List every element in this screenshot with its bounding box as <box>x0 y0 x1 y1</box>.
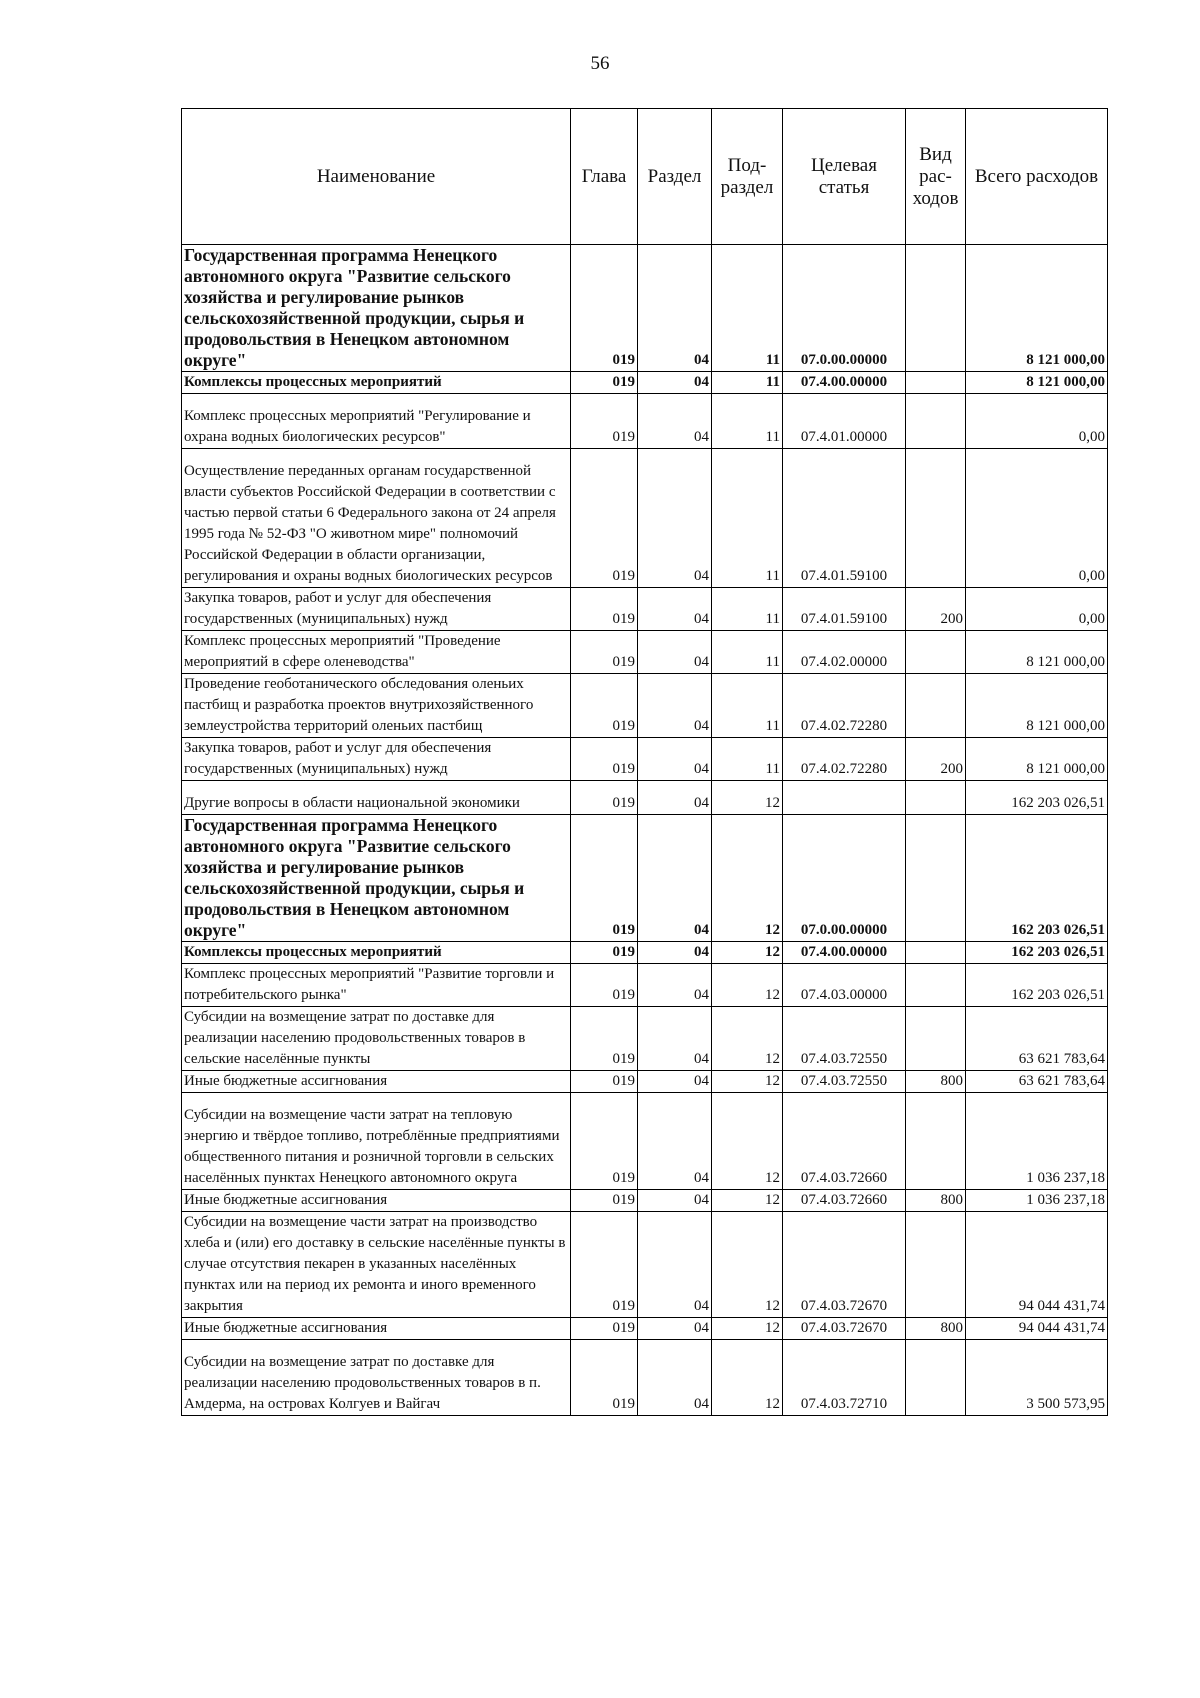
row-celevaya: 07.4.03.72710 <box>783 1340 906 1416</box>
row-name: Комплекс процессных мероприятий "Развитие торговли и потребительского рынка" <box>182 964 571 1007</box>
row-celevaya: 07.4.01.00000 <box>783 394 906 449</box>
row-name: Осуществление переданных органам государственной власти субъектов Российской Федерации в соответствии с частью первой статьи 6 Федерального закона от 24 апреля 1995 года № 52-ФЗ "О животном мире" полномочий Российской Федерации в области организации, регулирования и охраны водных биологических ресурсов <box>182 449 571 588</box>
row-name: Другие вопросы в области национальной экономики <box>182 781 571 815</box>
row-glava: 019 <box>571 781 638 815</box>
table-row <box>182 631 1108 674</box>
row-celevaya: 07.4.03.72550 <box>783 1007 906 1071</box>
row-name: Государственная программа Ненецкого автономного округа "Развитие сельского хозяйства и регулирование рынков сельскохозяйственной продукции, сырья и продовольствия в Ненецком автономном округе" <box>182 245 571 372</box>
row-total: 162 203 026,51 <box>966 815 1108 942</box>
table-row <box>182 394 1108 449</box>
row-name: Субсидии на возмещение затрат по доставке для реализации населению продовольственных товаров в сельские населённые пункты <box>182 1007 571 1071</box>
row-razdel: 04 <box>638 394 712 449</box>
row-podrazdel: 11 <box>712 372 783 394</box>
row-glava: 019 <box>571 631 638 674</box>
row-total: 162 203 026,51 <box>966 964 1108 1007</box>
header-name: Наименование <box>182 109 571 245</box>
header-podrazdel: Под-раздел <box>712 109 783 245</box>
row-glava: 019 <box>571 942 638 964</box>
row-razdel: 04 <box>638 449 712 588</box>
row-vid <box>906 942 966 964</box>
row-podrazdel: 11 <box>712 738 783 781</box>
table-row <box>182 738 1108 781</box>
table-row <box>182 1318 1108 1340</box>
row-celevaya: 07.4.01.59100 <box>783 449 906 588</box>
row-name: Иные бюджетные ассигнования <box>182 1071 571 1093</box>
row-total: 63 621 783,64 <box>966 1071 1108 1093</box>
row-glava: 019 <box>571 588 638 631</box>
row-celevaya: 07.4.03.72550 <box>783 1071 906 1093</box>
header-total: Всего расходов <box>966 109 1108 245</box>
row-podrazdel: 12 <box>712 1093 783 1190</box>
header-glava: Глава <box>571 109 638 245</box>
table-row <box>182 1007 1108 1071</box>
row-razdel: 04 <box>638 964 712 1007</box>
row-name: Комплексы процессных мероприятий <box>182 372 571 394</box>
table-row <box>182 815 1108 942</box>
row-razdel: 04 <box>638 1340 712 1416</box>
row-razdel: 04 <box>638 1007 712 1071</box>
table-row <box>182 781 1108 815</box>
row-celevaya: 07.4.03.72660 <box>783 1190 906 1212</box>
row-podrazdel: 12 <box>712 942 783 964</box>
row-podrazdel: 11 <box>712 674 783 738</box>
row-celevaya: 07.4.03.72660 <box>783 1093 906 1190</box>
row-total: 162 203 026,51 <box>966 942 1108 964</box>
row-vid: 200 <box>906 738 966 781</box>
row-celevaya: 07.0.00.00000 <box>783 815 906 942</box>
row-podrazdel: 12 <box>712 1007 783 1071</box>
row-razdel: 04 <box>638 815 712 942</box>
table-row <box>182 674 1108 738</box>
row-vid <box>906 964 966 1007</box>
row-total: 94 044 431,74 <box>966 1212 1108 1318</box>
row-celevaya <box>783 781 906 815</box>
table-row <box>182 1340 1108 1416</box>
row-razdel: 04 <box>638 372 712 394</box>
row-celevaya: 07.4.02.72280 <box>783 738 906 781</box>
row-name: Субсидии на возмещение части затрат на производство хлеба и (или) его доставку в сельские населённые пункты в случае отсутствия пекарен в указанных населённых пунктах или на период их ремонта и иного временного закрытия <box>182 1212 571 1318</box>
row-glava: 019 <box>571 1093 638 1190</box>
row-vid <box>906 1007 966 1071</box>
row-glava: 019 <box>571 1190 638 1212</box>
row-name: Иные бюджетные ассигнования <box>182 1318 571 1340</box>
row-vid: 200 <box>906 588 966 631</box>
row-name: Иные бюджетные ассигнования <box>182 1190 571 1212</box>
row-celevaya: 07.4.03.00000 <box>783 964 906 1007</box>
row-total: 1 036 237,18 <box>966 1093 1108 1190</box>
table-row <box>182 942 1108 964</box>
row-vid <box>906 1212 966 1318</box>
header-celevaya: Целевая статья <box>783 109 906 245</box>
row-vid: 800 <box>906 1071 966 1093</box>
row-glava: 019 <box>571 1071 638 1093</box>
row-celevaya: 07.4.01.59100 <box>783 588 906 631</box>
row-glava: 019 <box>571 1007 638 1071</box>
table-row <box>182 372 1108 394</box>
table-row <box>182 588 1108 631</box>
table-row <box>182 1093 1108 1190</box>
row-total: 8 121 000,00 <box>966 674 1108 738</box>
row-celevaya: 07.4.00.00000 <box>783 942 906 964</box>
row-vid <box>906 372 966 394</box>
row-podrazdel: 11 <box>712 245 783 372</box>
row-razdel: 04 <box>638 631 712 674</box>
row-name: Закупка товаров, работ и услуг для обеспечения государственных (муниципальных) нужд <box>182 738 571 781</box>
row-razdel: 04 <box>638 942 712 964</box>
row-razdel: 04 <box>638 245 712 372</box>
header-vid: Вид рас-ходов <box>906 109 966 245</box>
row-podrazdel: 11 <box>712 449 783 588</box>
row-celevaya: 07.0.00.00000 <box>783 245 906 372</box>
row-total: 3 500 573,95 <box>966 1340 1108 1416</box>
row-glava: 019 <box>571 1340 638 1416</box>
row-total: 8 121 000,00 <box>966 372 1108 394</box>
row-razdel: 04 <box>638 738 712 781</box>
row-razdel: 04 <box>638 1190 712 1212</box>
row-celevaya: 07.4.02.72280 <box>783 674 906 738</box>
row-glava: 019 <box>571 815 638 942</box>
row-razdel: 04 <box>638 1093 712 1190</box>
header-razdel: Раздел <box>638 109 712 245</box>
row-podrazdel: 12 <box>712 1318 783 1340</box>
row-podrazdel: 12 <box>712 781 783 815</box>
row-total: 8 121 000,00 <box>966 738 1108 781</box>
row-name: Субсидии на возмещение части затрат на тепловую энергию и твёрдое топливо, потреблённые предприятиями общественного питания и розничной торговли в сельских населённых пунктах Ненецкого автономного округа <box>182 1093 571 1190</box>
row-total: 63 621 783,64 <box>966 1007 1108 1071</box>
row-name: Закупка товаров, работ и услуг для обеспечения государственных (муниципальных) нужд <box>182 588 571 631</box>
row-razdel: 04 <box>638 1212 712 1318</box>
row-podrazdel: 11 <box>712 588 783 631</box>
row-name: Субсидии на возмещение затрат по доставке для реализации населению продовольственных товаров в п. Амдерма, на островах Колгуев и Вайгач <box>182 1340 571 1416</box>
row-vid: 800 <box>906 1190 966 1212</box>
row-glava: 019 <box>571 245 638 372</box>
row-vid <box>906 1093 966 1190</box>
table-row <box>182 1071 1108 1093</box>
row-vid: 800 <box>906 1318 966 1340</box>
row-vid <box>906 1340 966 1416</box>
table-row <box>182 1212 1108 1318</box>
row-name: Комплексы процессных мероприятий <box>182 942 571 964</box>
row-total: 0,00 <box>966 449 1108 588</box>
row-podrazdel: 12 <box>712 815 783 942</box>
table-row <box>182 1190 1108 1212</box>
row-glava: 019 <box>571 738 638 781</box>
row-razdel: 04 <box>638 588 712 631</box>
row-total: 1 036 237,18 <box>966 1190 1108 1212</box>
row-razdel: 04 <box>638 781 712 815</box>
row-total: 94 044 431,74 <box>966 1318 1108 1340</box>
row-total: 0,00 <box>966 588 1108 631</box>
table-row <box>182 245 1108 372</box>
row-podrazdel: 12 <box>712 964 783 1007</box>
row-vid <box>906 781 966 815</box>
row-total: 0,00 <box>966 394 1108 449</box>
row-razdel: 04 <box>638 1071 712 1093</box>
page-number: 56 <box>590 53 610 74</box>
row-celevaya: 07.4.03.72670 <box>783 1212 906 1318</box>
row-podrazdel: 12 <box>712 1071 783 1093</box>
row-razdel: 04 <box>638 674 712 738</box>
row-podrazdel: 12 <box>712 1212 783 1318</box>
row-name: Комплекс процессных мероприятий "Регулирование и охрана водных биологических ресурсов" <box>182 394 571 449</box>
row-vid <box>906 674 966 738</box>
row-vid <box>906 394 966 449</box>
row-glava: 019 <box>571 1212 638 1318</box>
table-header-row <box>182 109 1108 245</box>
row-vid <box>906 449 966 588</box>
row-name: Проведение геоботанического обследования оленьих пастбищ и разработка проектов внутрихозяйственного землеустройства территорий оленьих пастбищ <box>182 674 571 738</box>
row-vid <box>906 245 966 372</box>
table-row <box>182 449 1108 588</box>
row-glava: 019 <box>571 1318 638 1340</box>
row-podrazdel: 12 <box>712 1340 783 1416</box>
row-vid <box>906 815 966 942</box>
row-razdel: 04 <box>638 1318 712 1340</box>
row-glava: 019 <box>571 394 638 449</box>
row-celevaya: 07.4.02.00000 <box>783 631 906 674</box>
row-name: Государственная программа Ненецкого автономного округа "Развитие сельского хозяйства и регулирование рынков сельскохозяйственной продукции, сырья и продовольствия в Ненецком автономном округе" <box>182 815 571 942</box>
row-celevaya: 07.4.03.72670 <box>783 1318 906 1340</box>
row-total: 8 121 000,00 <box>966 245 1108 372</box>
row-vid <box>906 631 966 674</box>
row-podrazdel: 12 <box>712 1190 783 1212</box>
row-glava: 019 <box>571 674 638 738</box>
row-glava: 019 <box>571 372 638 394</box>
row-glava: 019 <box>571 964 638 1007</box>
row-name: Комплекс процессных мероприятий "Проведение мероприятий в сфере оленеводства" <box>182 631 571 674</box>
row-podrazdel: 11 <box>712 631 783 674</box>
row-celevaya: 07.4.00.00000 <box>783 372 906 394</box>
budget-table <box>181 108 1108 1416</box>
row-glava: 019 <box>571 449 638 588</box>
row-total: 8 121 000,00 <box>966 631 1108 674</box>
row-podrazdel: 11 <box>712 394 783 449</box>
row-total: 162 203 026,51 <box>966 781 1108 815</box>
table-row <box>182 964 1108 1007</box>
